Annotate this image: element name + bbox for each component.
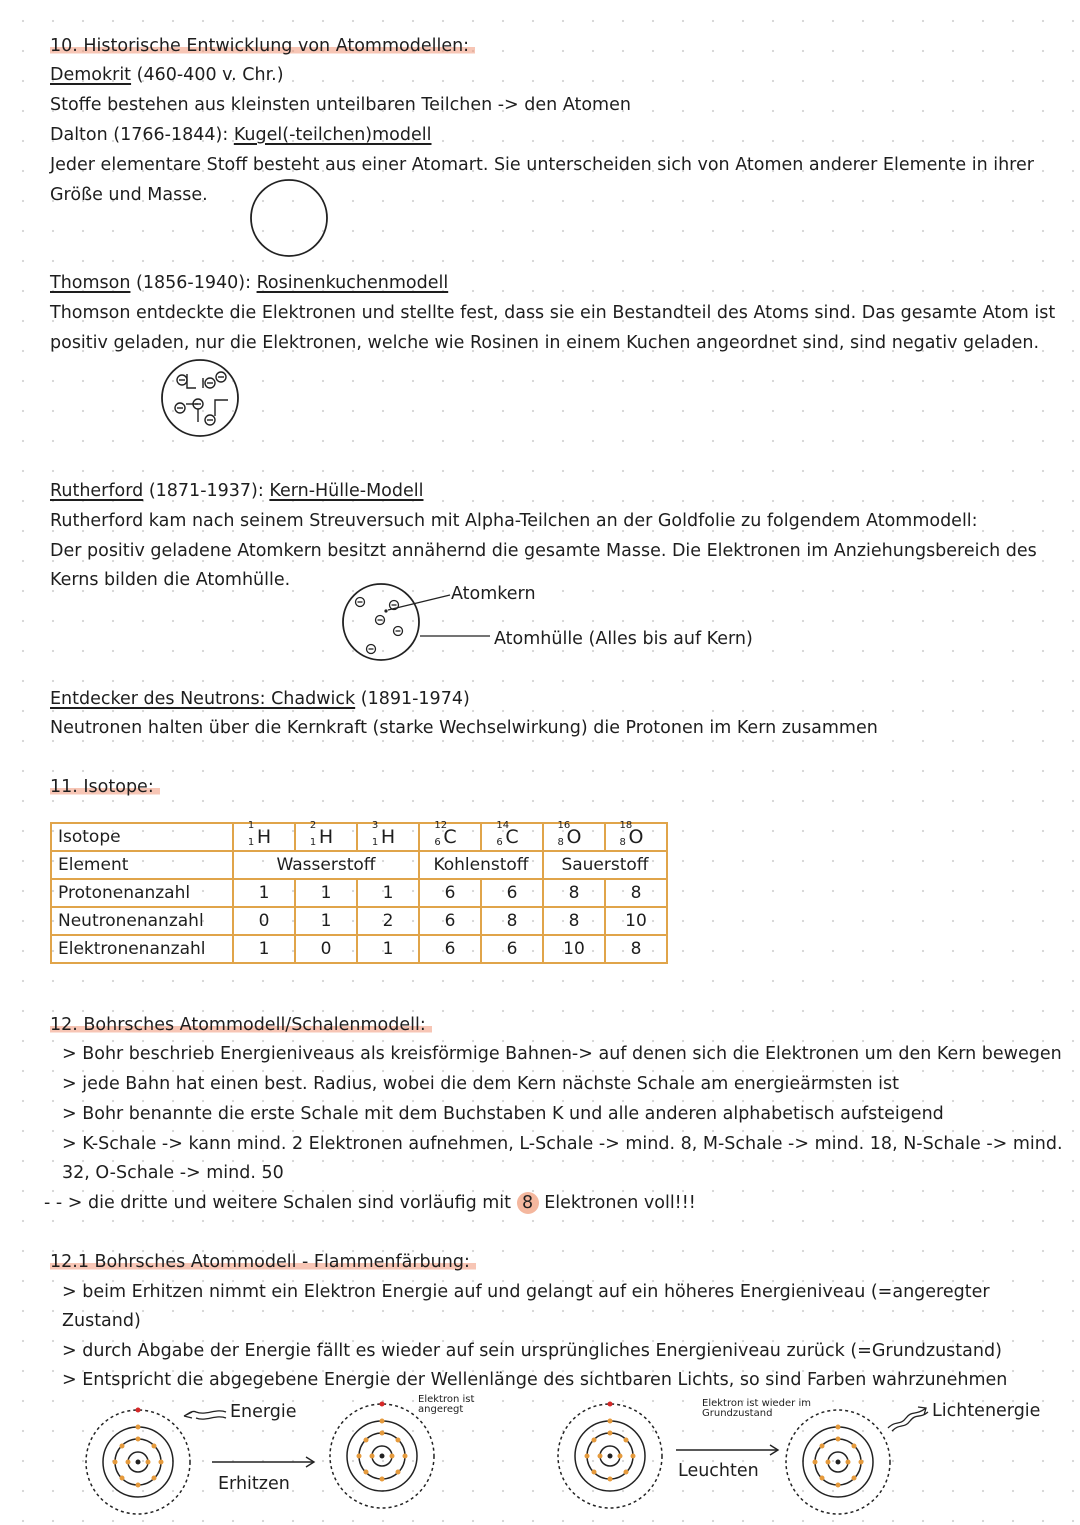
value-cell: 1 [357, 935, 419, 963]
bohr-atom-ground-1 [82, 1406, 194, 1518]
demokrit-text: Stoffe bestehen aus kleinsten unteilbaren Teilchen -> den Atomen [50, 95, 631, 115]
light-energy-arrow-icon [886, 1402, 932, 1432]
value-cell: 8 [605, 879, 667, 907]
thomson-text-2: positiv geladen, nur die Elektronen, welche wie Rosinen in einem Kuchen angeordnet sind, sind negativ geladen. [50, 333, 1040, 353]
flame-bullet-1a: > beim Erhitzen nimmt ein Elektron Energie auf und gelangt auf ein höheres Energieniveau (=angeregter [62, 1282, 990, 1302]
label-atomkern: Atomkern [451, 584, 536, 604]
value-cell: 8 [543, 907, 605, 935]
flame-bullet-3: > Entspricht die abgegebene Energie der Wellenlänge des sichtbaren Lichts, so sind Farben wahrzunehmen [62, 1370, 1008, 1390]
glowing-arrow-icon [674, 1442, 782, 1458]
row-label: Protonenanzahl [51, 879, 233, 907]
isotope-cell: 16 8 O [543, 823, 605, 851]
label-angeregt-1: Elektron ist [418, 1394, 475, 1405]
bohr-bullet-3: > Bohr benannte die erste Schale mit dem Buchstaben K und alle anderen alphabetisch aufsteigend [62, 1104, 944, 1124]
value-cell: 2 [357, 907, 419, 935]
section-12-heading: 12. Bohrsches Atommodell/Schalenmodell: [50, 1014, 432, 1036]
rutherford-line: Rutherford (1871-1937): Kern-Hülle-Modell [50, 481, 424, 501]
flame-bullet-2: > durch Abgabe der Energie fällt es wieder auf sein ursprüngliches Energieniveau zurück (=Grundzustand) [62, 1341, 1002, 1361]
table-row-neutrons [51, 907, 667, 935]
dalton-text-1: Jeder elementare Stoff besteht aus einer Atomart. Sie unterscheiden sich von Atomen anderer Elemente in ihrer [50, 155, 1034, 175]
section-10-heading: 10. Historische Entwicklung von Atommodellen: [50, 35, 475, 57]
value-cell: 6 [481, 879, 543, 907]
rutherford-text-1: Rutherford kam nach seinem Streuversuch mit Alpha-Teilchen an der Goldfolie zu folgendem Atommodell: [50, 511, 978, 531]
row-label: Element [51, 851, 233, 879]
row-label: Neutronenanzahl [51, 907, 233, 935]
chadwick-line: Entdecker des Neutrons: Chadwick (1891-1974) [50, 689, 470, 709]
value-cell: 8 [481, 907, 543, 935]
table-row-isotope [51, 823, 667, 851]
label-leuchten: Leuchten [678, 1461, 759, 1481]
highlight-number: 8 [517, 1192, 539, 1214]
element-cell: Wasserstoff [233, 851, 419, 879]
flame-bullet-1b: Zustand) [62, 1311, 141, 1331]
dalton-text-2: Größe und Masse. [50, 185, 208, 205]
bohr-bullet-1: > Bohr beschrieb Energieniveaus als kreisförmige Bahnen-> auf denen sich die Elektronen um den Kern bewegen [62, 1044, 1062, 1064]
rutherford-text-3: Kerns bilden die Atomhülle. [50, 570, 291, 590]
bohr-bullet-4b: 32, O-Schale -> mind. 50 [62, 1163, 284, 1183]
table-row-electrons [51, 935, 667, 963]
section-12-1-heading: 12.1 Bohrsches Atommodell - Flammenfärbung: [50, 1251, 476, 1273]
table-row-protons [51, 879, 667, 907]
isotope-table [50, 822, 668, 964]
dalton-sphere-drawing [248, 177, 330, 259]
label-energie: Energie [230, 1402, 297, 1422]
isotope-cell: 18 8 O [605, 823, 667, 851]
chadwick-text: Neutronen halten über die Kernkraft (starke Wechselwirkung) die Protonen im Kern zusammen [50, 718, 878, 738]
value-cell: 1 [233, 935, 295, 963]
energy-arrow-icon [180, 1404, 228, 1428]
heating-arrow-icon [210, 1454, 318, 1470]
bohr-bullet-4a: > K-Schale -> kann mind. 2 Elektronen aufnehmen, L-Schale -> mind. 8, M-Schale -> mind. 18, N-Schale -> mind. [62, 1134, 1063, 1154]
label-grundzustand-1: Elektron ist wieder im [702, 1398, 811, 1409]
label-lichtenergie: Lichtenergie [932, 1401, 1041, 1421]
value-cell: 6 [481, 935, 543, 963]
value-cell: 6 [419, 935, 481, 963]
bohr-atom-excited [326, 1400, 438, 1512]
demokrit-line: Demokrit (460-400 v. Chr.) [50, 65, 284, 85]
value-cell: 1 [295, 879, 357, 907]
section-11-heading: 11. Isotope: [50, 776, 160, 798]
bohr-atom-ground-3 [782, 1406, 894, 1518]
value-cell: 1 [233, 879, 295, 907]
value-cell: 1 [357, 879, 419, 907]
table-row-element [51, 851, 667, 879]
thomson-text-1: Thomson entdeckte die Elektronen und stellte fest, dass sie ein Bestandteil des Atoms sind. Das gesamte Atom ist [50, 303, 1056, 323]
rutherford-text-2: Der positiv geladene Atomkern besitzt annähernd die gesamte Masse. Die Elektronen im Anziehungsbereich des [50, 541, 1037, 561]
thomson-line: Thomson (1856-1940): Rosinenkuchenmodell [50, 273, 449, 293]
isotope-cell: 1 1 H [233, 823, 295, 851]
label-atomhuelle: Atomhülle (Alles bis auf Kern) [494, 629, 753, 649]
row-label: Isotope [51, 823, 233, 851]
isotope-cell: 3 1 H [357, 823, 419, 851]
label-grundzustand-2: Grundzustand [702, 1408, 773, 1419]
label-erhitzen: Erhitzen [218, 1474, 290, 1494]
value-cell: 8 [543, 879, 605, 907]
row-label: Elektronenanzahl [51, 935, 233, 963]
isotope-cell: 2 1 H [295, 823, 357, 851]
isotope-cell: 14 6 C [481, 823, 543, 851]
value-cell: 1 [295, 907, 357, 935]
value-cell: 6 [419, 879, 481, 907]
bohr-atom-ground-2 [554, 1400, 666, 1512]
bohr-note: - - > die dritte und weitere Schalen sind vorläufig mit 8 Elektronen voll!!! [44, 1193, 696, 1213]
element-cell: Kohlenstoff [419, 851, 543, 879]
value-cell: 10 [605, 907, 667, 935]
value-cell: 0 [233, 907, 295, 935]
isotope-cell: 12 6 C [419, 823, 481, 851]
label-angeregt-2: angeregt [418, 1404, 464, 1415]
value-cell: 6 [419, 907, 481, 935]
value-cell: 8 [605, 935, 667, 963]
element-cell: Sauerstoff [543, 851, 667, 879]
bohr-bullet-2: > jede Bahn hat einen best. Radius, wobei die dem Kern nächste Schale am energieärmsten ist [62, 1074, 900, 1094]
thomson-raisin-cake-drawing [158, 356, 242, 440]
dalton-line: Dalton (1766-1844): Kugel(-teilchen)modell [50, 125, 432, 145]
value-cell: 10 [543, 935, 605, 963]
value-cell: 0 [295, 935, 357, 963]
